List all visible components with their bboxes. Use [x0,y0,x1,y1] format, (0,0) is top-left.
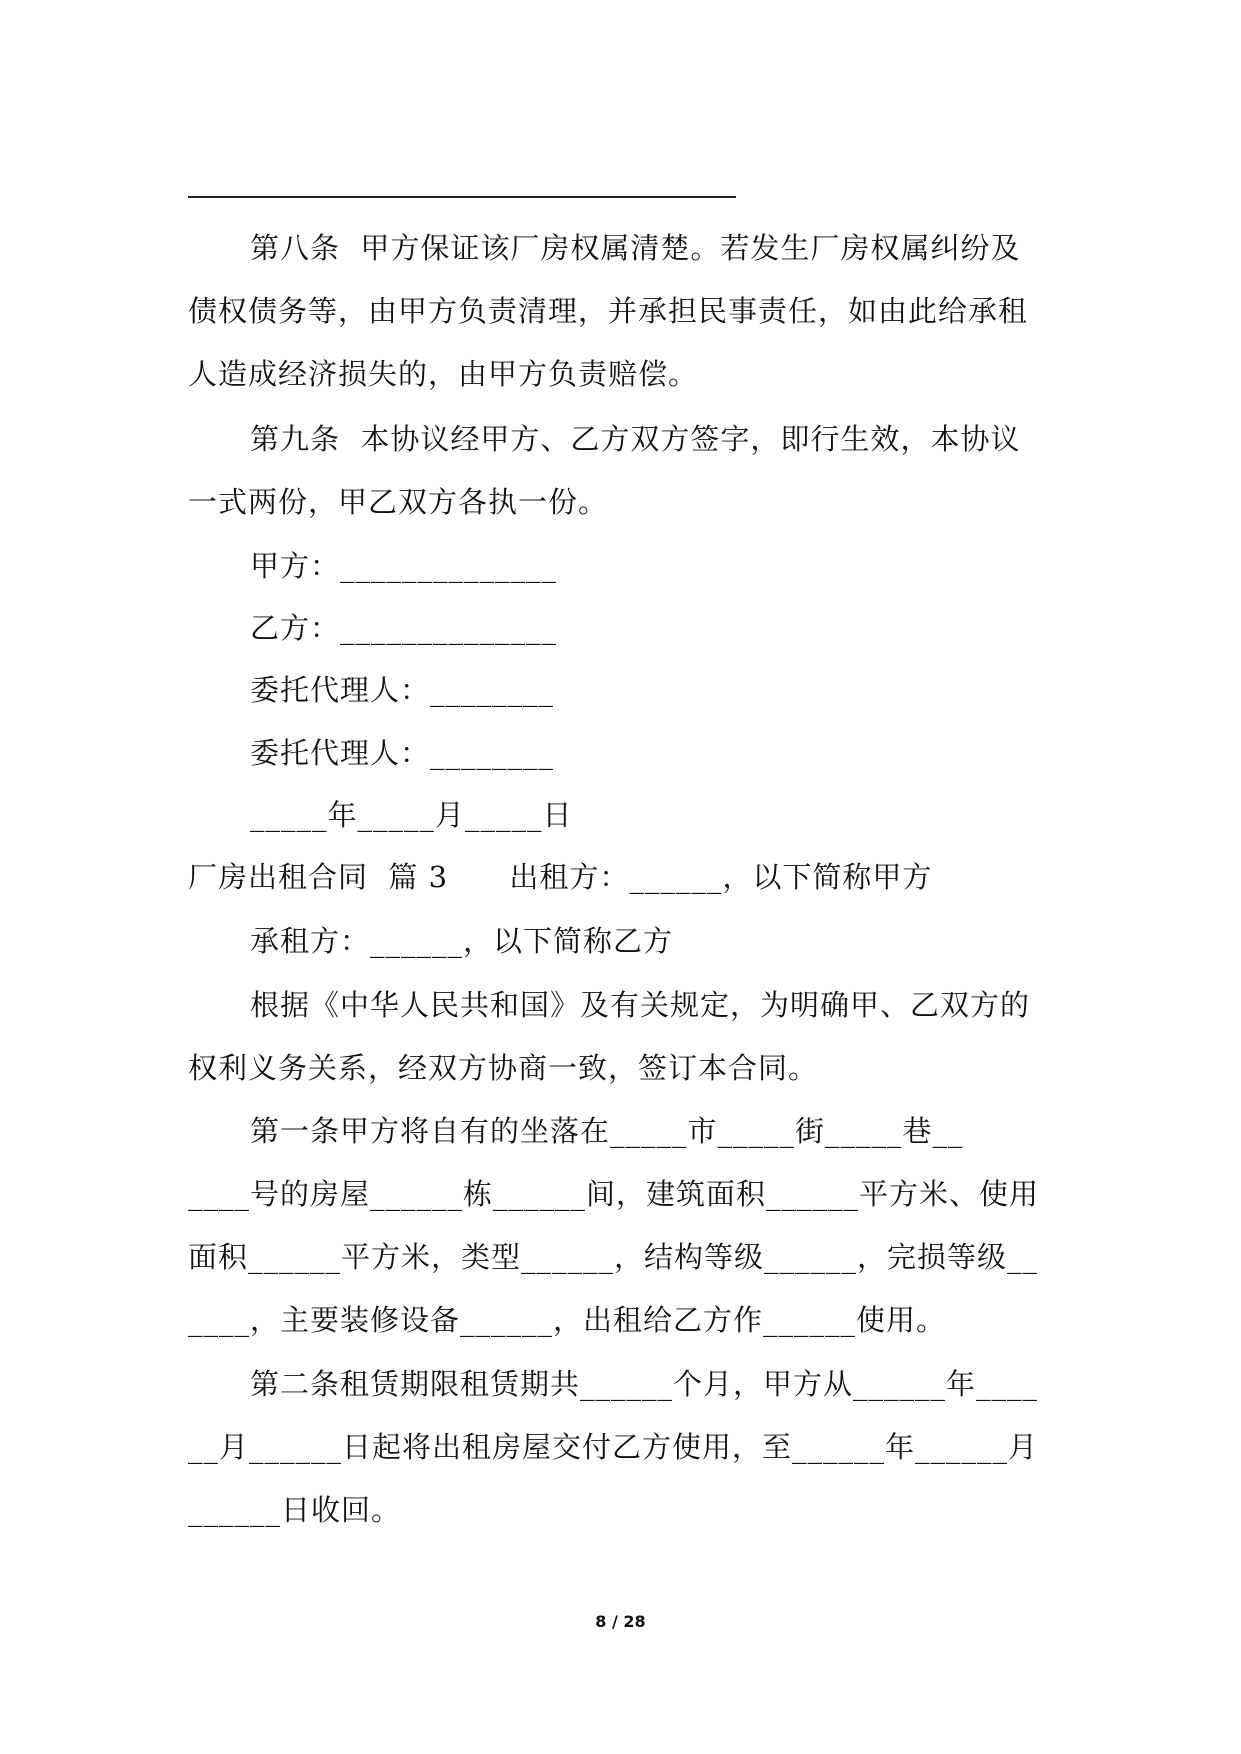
clause-8-line-2: 债权债务等，由甲方负责清理，并承担民事责任，如由此给承租 [188,294,1029,328]
clause-9-line-1: 第九条 本协议经甲方、乙方双方签字，即行生效，本协议 [250,422,1021,456]
article-1-line-4: ____，主要装修设备______，出租给乙方作______使用。 [188,1303,947,1337]
article-2-line-3: ______日收回。 [188,1493,402,1527]
article-1-line-3: 面积______平方米，类型______，结构等级______，完损等级__ [188,1240,1039,1274]
clause-8-line-1: 第八条 甲方保证该厂房权属清楚。若发生厂房权属纠纷及 [250,231,1021,265]
signature-date: _____年_____月_____日 [250,798,573,832]
preamble-line-2: 权利义务关系，经双方协商一致，签订本合同。 [188,1051,819,1085]
clause-9-line-2: 一式两份，甲乙双方各执一份。 [188,485,609,519]
article-2-line-2: __月______日起将出租房屋交付乙方使用，至______年______月 [188,1430,1039,1464]
article-2-line-1: 第二条租赁期限租赁期共______个月，甲方从______年____ [250,1367,1039,1401]
party-b-signature: 乙方：______________ [250,611,558,645]
preamble-line-1: 根据《中华人民共和国》及有关规定，为明确甲、乙双方的 [250,988,1031,1022]
top-rule [188,196,736,198]
clause-8-line-3: 人造成经济损失的，由甲方负责赔偿。 [188,357,699,391]
lessee-line: 承租方：______，以下简称乙方 [250,924,674,958]
contract-3-heading: 厂房出租合同 篇 3 出租方：______，以下简称甲方 [188,860,933,894]
agent-signature-2: 委托代理人：________ [250,736,555,770]
party-a-signature: 甲方：______________ [250,549,558,583]
agent-signature-1: 委托代理人：________ [250,673,555,707]
article-1-line-2: ____号的房屋______栋______间，建筑面积______平方米、使用 [188,1177,1040,1211]
article-1-line-1: 第一条甲方将自有的坐落在_____市_____街_____巷__ [250,1114,964,1148]
page-number: 8 / 28 [595,1612,646,1631]
